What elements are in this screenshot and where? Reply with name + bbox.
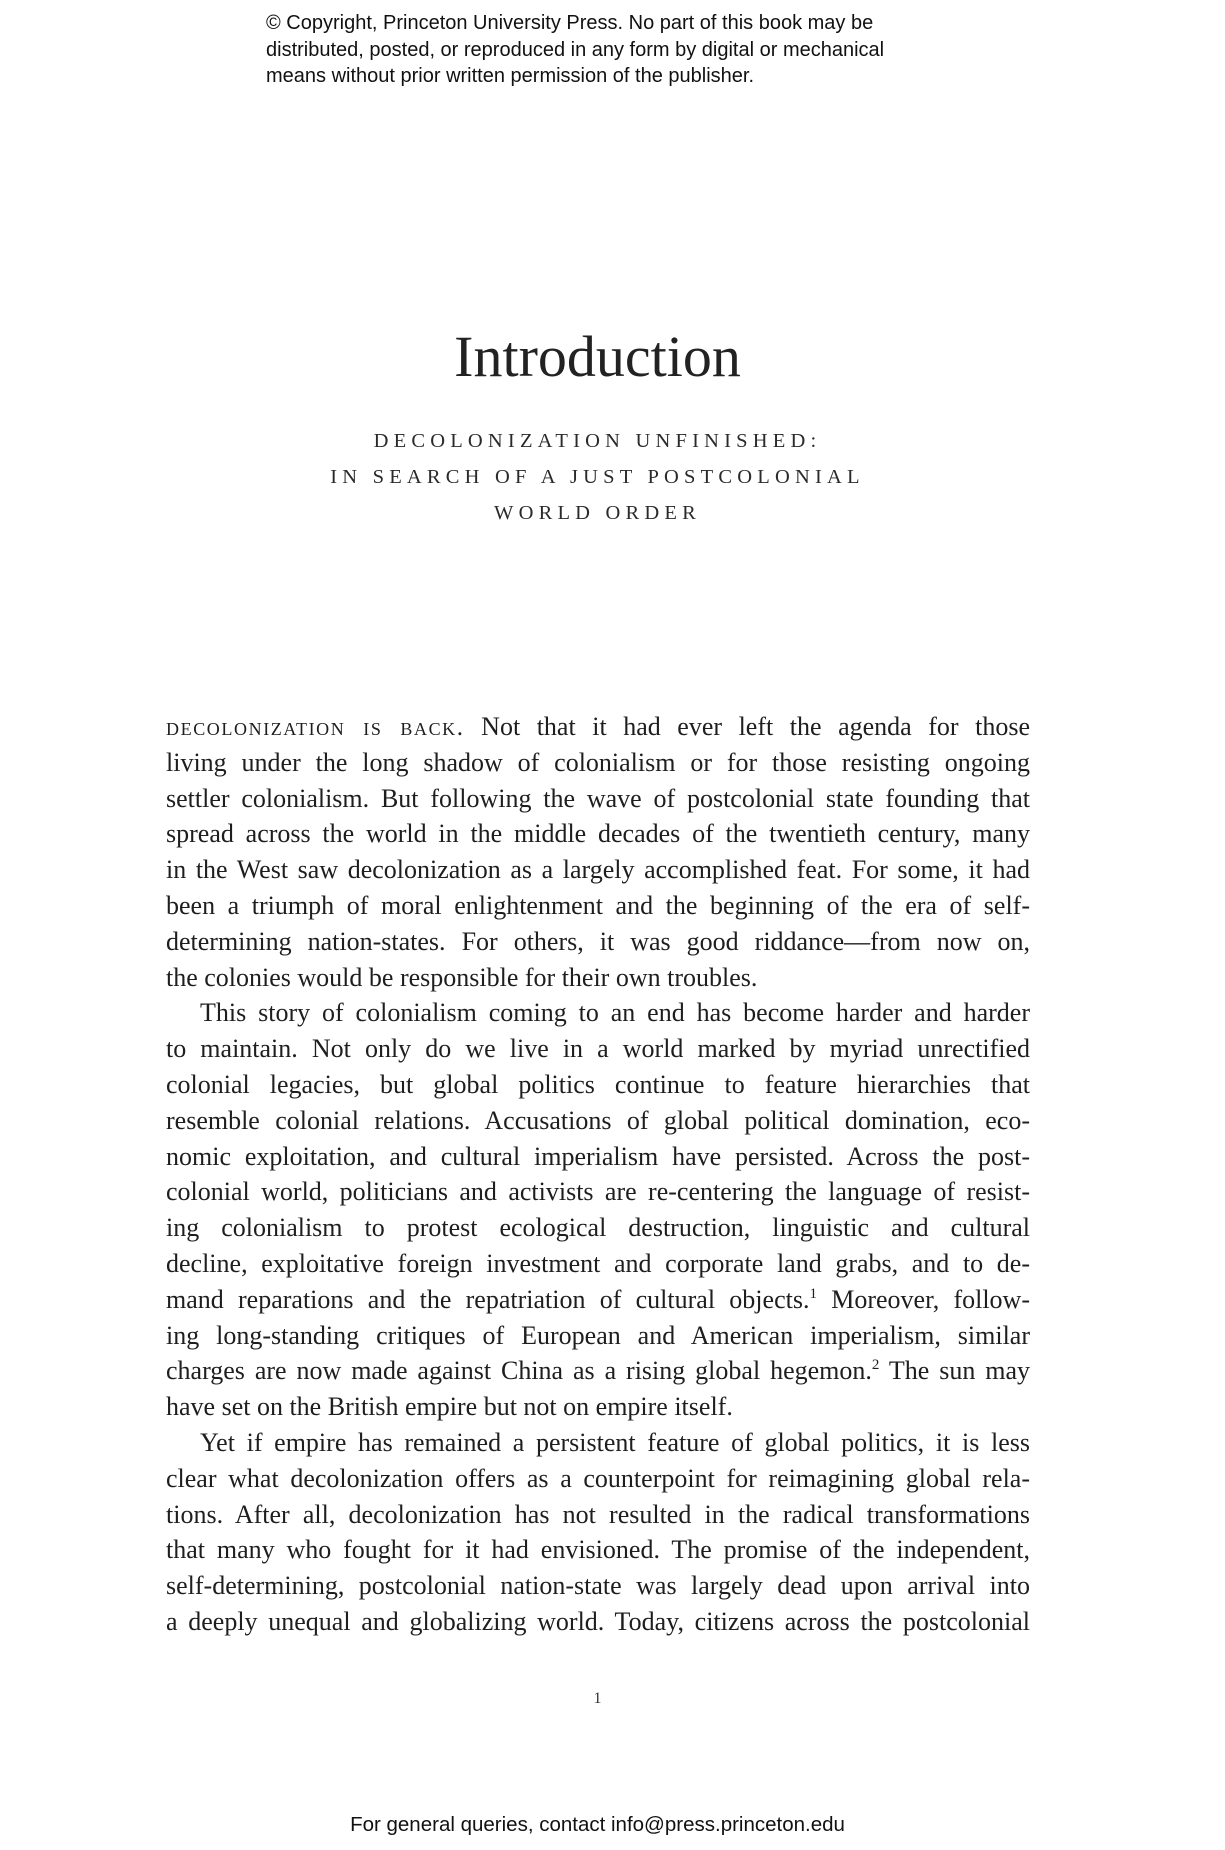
- copyright-notice: [266, 10, 966, 90]
- text-line: colonial world, politicians and activists are re-centering the language of resist-: [166, 1177, 1030, 1207]
- chapter-subtitle: [0, 423, 1195, 531]
- page-number: 1: [593, 1690, 602, 1707]
- text-line: mand reparations and the repatriation of cultural objects.$^1$ Moreover, follow-: [166, 1284, 1030, 1314]
- text-line: This story of colonialism coming to an end has become harder and harder: [200, 998, 1030, 1028]
- footnote-ref[interactable]: 2: [871, 1357, 880, 1374]
- copyright-line: means without prior written permission of the publisher.: [266, 65, 755, 87]
- text-line: ing colonialism to protest ecological destruction, linguistic and cultural: [166, 1213, 1030, 1243]
- text-line: to maintain. Not only do we live in a world marked by myriad unrectified: [166, 1034, 1030, 1064]
- text-line: settler colonialism. But following the wave of postcolonial state founding that: [166, 783, 1030, 813]
- text-line: have set on the British empire but not on empire itself.: [166, 1392, 733, 1422]
- text-line: living under the long shadow of colonialism or for those resisting ongoing: [166, 747, 1030, 777]
- copyright-line: distributed, posted, or reproduced in any form by digital or mechanical: [266, 38, 885, 61]
- text-line: resemble colonial relations. Accusations of global political domination, eco-: [166, 1105, 1030, 1135]
- text-line: ing long-standing critiques of European and American imperialism, similar: [166, 1320, 1030, 1350]
- text-line: colonial legacies, but global politics continue to feature hierarchies that: [166, 1069, 1030, 1099]
- text-line: a deeply unequal and globalizing world. Today, citizens across the postcolonial: [166, 1606, 1030, 1636]
- text-line: charges are now made against China as a rising global hegemon.$^2$ The sun may: [166, 1356, 1030, 1386]
- text-line: the colonies would be responsible for their own troubles.: [166, 962, 758, 992]
- text-line: Yet if empire has remained a persistent feature of global politics, it is less: [200, 1427, 1030, 1457]
- subtitle-line: IN SEARCH OF A JUST POSTCOLONIAL: [330, 466, 865, 488]
- copyright-line: © Copyright, Princeton University Press. No part of this book may be: [266, 12, 874, 34]
- text-line: determining nation-states. For others, it was good riddance—from now on,: [166, 926, 1030, 956]
- footnote-ref[interactable]: 1: [809, 1285, 817, 1302]
- lead-in-smallcaps: decolonization is back.: [166, 714, 465, 741]
- chapter-title: Introduction: [454, 324, 741, 389]
- subtitle-line: DECOLONIZATION UNFINISHED:: [373, 430, 822, 452]
- footer-contact: For general queries, contact info@press.princeton.edu: [350, 1813, 845, 1836]
- text-line: tions. After all, decolonization has not resulted in the radical transformations: [166, 1499, 1030, 1529]
- text-line: decline, exploitative foreign investment and corporate land grabs, and to de-: [166, 1248, 1030, 1278]
- text-line: self-determining, postcolonial nation-state was largely dead upon arrival into: [166, 1571, 1030, 1601]
- text-line: that many who fought for it had envisioned. The promise of the independent,: [166, 1535, 1030, 1565]
- text-line: spread across the world in the middle decades of the twentieth century, many: [166, 819, 1030, 849]
- subtitle-line: WORLD ORDER: [494, 502, 701, 524]
- text-line: decolonization is back. Not that it had ever left the agenda for those: [166, 712, 1030, 741]
- text-line: clear what decolonization offers as a counterpoint for reimagining global rela-: [166, 1463, 1030, 1493]
- text-line: nomic exploitation, and cultural imperialism have persisted. Across the post-: [166, 1141, 1030, 1171]
- body-text: [166, 709, 1030, 1640]
- text-line: in the West saw decolonization as a largely accomplished feat. For some, it had: [166, 855, 1030, 885]
- text-line: been a triumph of moral enlightenment and the beginning of the era of self-: [166, 890, 1030, 920]
